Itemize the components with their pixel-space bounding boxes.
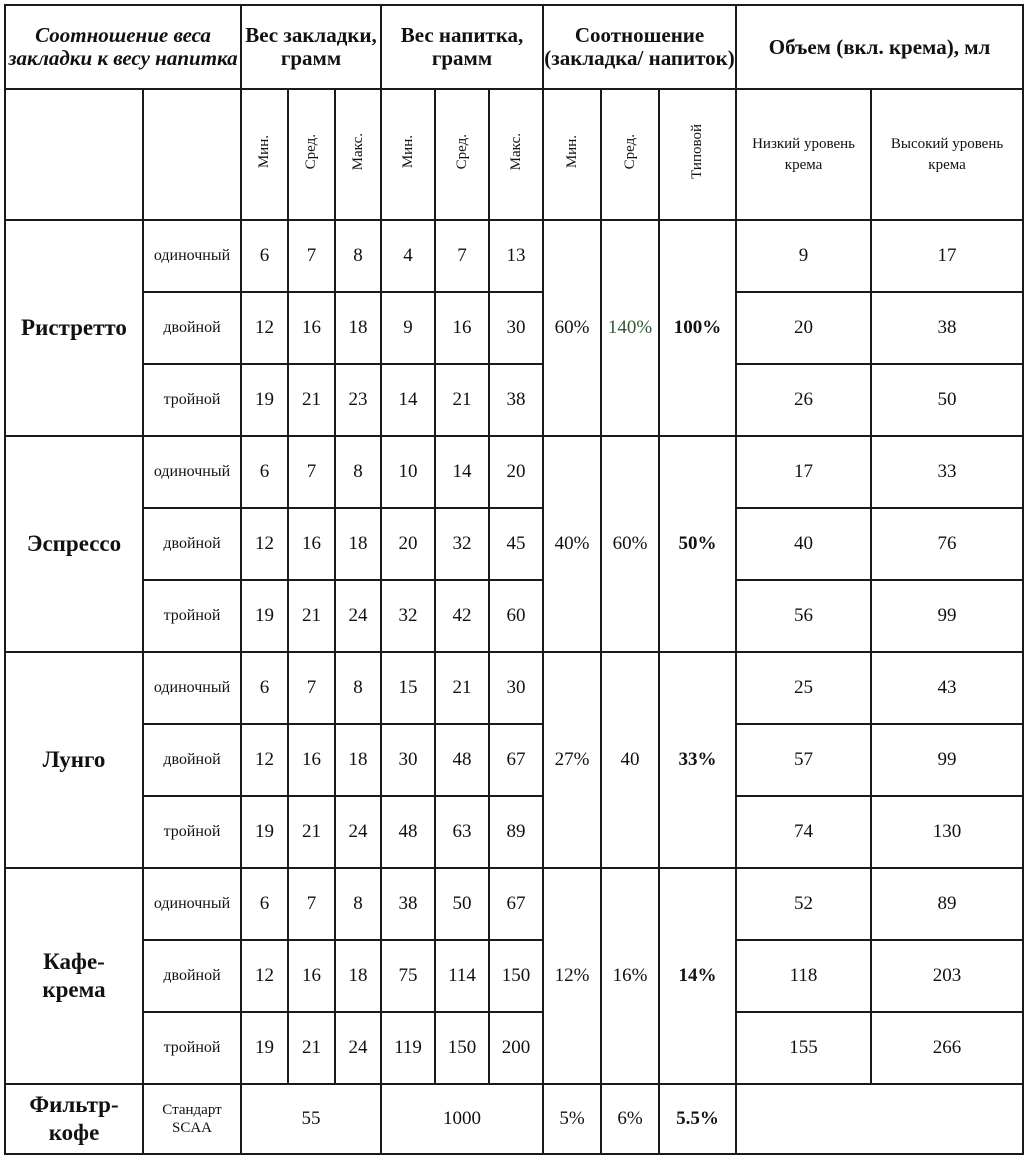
dose-avg-cell: 16 (288, 724, 335, 796)
bev-avg-cell: 42 (435, 580, 489, 652)
dose-avg-cell: 16 (288, 940, 335, 1012)
ratio-min-cell: 5% (543, 1084, 601, 1154)
volume-header: Объем (вкл. крема), мл (736, 5, 1023, 89)
bev-max-cell: 67 (489, 724, 543, 796)
size-label: тройной (143, 796, 241, 868)
table-row-filter (5, 1084, 1023, 1154)
bev-min-cell: 32 (381, 580, 435, 652)
table-title: Соотношение веса закладки к весу напитка (5, 5, 241, 89)
high-crema-cell: 17 (871, 220, 1023, 292)
table-row (5, 436, 1023, 508)
dose-max-cell: 8 (335, 436, 381, 508)
ratio-typical-cell: 50% (659, 436, 736, 652)
low-crema-cell: 118 (736, 940, 871, 1012)
size-label: одиночный (143, 220, 241, 292)
ratio-avg-cell: 140% (601, 220, 659, 436)
table-row (5, 508, 1023, 580)
dose-min-cell: 6 (241, 436, 288, 508)
high-crema-cell: 89 (871, 868, 1023, 940)
dose-avg-cell: 7 (288, 436, 335, 508)
low-crema-header: Низкий уровень крема (736, 89, 871, 220)
drink-name: Кафе- крема (5, 868, 143, 1084)
dose-min-cell: 6 (241, 220, 288, 292)
dose-max-cell: 24 (335, 580, 381, 652)
bev-avg-cell: 21 (435, 364, 489, 436)
bev-min-cell: 14 (381, 364, 435, 436)
dose-avg-cell: 7 (288, 868, 335, 940)
ratio-typical-cell: 5.5% (659, 1084, 736, 1154)
table-row (5, 724, 1023, 796)
dose-max-cell: 8 (335, 652, 381, 724)
beverage-weight-header: Вес напитка, грамм (381, 5, 543, 89)
dose-min-cell: 12 (241, 940, 288, 1012)
empty-volume-cell (736, 1084, 1023, 1154)
dose-min-cell: 12 (241, 508, 288, 580)
bev-min-cell: 20 (381, 508, 435, 580)
bev-cell: 1000 (381, 1084, 543, 1154)
dose-max-cell: 24 (335, 796, 381, 868)
drink-name: Лунго (5, 652, 143, 868)
size-label: тройной (143, 364, 241, 436)
high-crema-cell: 266 (871, 1012, 1023, 1084)
table-row (5, 220, 1023, 292)
ratio-typical-cell: 100% (659, 220, 736, 436)
dose-max-header: Макс. (335, 89, 381, 220)
ratio-typical-cell: 33% (659, 652, 736, 868)
bev-max-cell: 20 (489, 436, 543, 508)
dose-avg-cell: 7 (288, 652, 335, 724)
size-label: тройной (143, 1012, 241, 1084)
high-crema-cell: 99 (871, 724, 1023, 796)
header-row (5, 5, 1023, 89)
bev-avg-cell: 7 (435, 220, 489, 292)
high-crema-header: Высокий уровень крема (871, 89, 1023, 220)
low-crema-cell: 57 (736, 724, 871, 796)
dose-max-cell: 8 (335, 868, 381, 940)
size-label: двойной (143, 508, 241, 580)
high-crema-cell: 203 (871, 940, 1023, 1012)
dose-avg-cell: 16 (288, 508, 335, 580)
dose-min-cell: 19 (241, 364, 288, 436)
bev-avg-cell: 63 (435, 796, 489, 868)
high-crema-cell: 33 (871, 436, 1023, 508)
size-label: одиночный (143, 652, 241, 724)
dose-min-cell: 6 (241, 868, 288, 940)
table-row (5, 1012, 1023, 1084)
low-crema-cell: 20 (736, 292, 871, 364)
ratio-avg-cell: 40 (601, 652, 659, 868)
bev-avg-cell: 50 (435, 868, 489, 940)
table-row (5, 292, 1023, 364)
size-label: одиночный (143, 436, 241, 508)
dose-avg-cell: 16 (288, 292, 335, 364)
dose-avg-cell: 21 (288, 580, 335, 652)
dose-min-cell: 19 (241, 580, 288, 652)
ratio-typical-header: Типовой (659, 89, 736, 220)
high-crema-cell: 130 (871, 796, 1023, 868)
ratio-avg-header: Сред. (601, 89, 659, 220)
bev-max-cell: 45 (489, 508, 543, 580)
bev-avg-cell: 16 (435, 292, 489, 364)
bev-max-cell: 89 (489, 796, 543, 868)
dose-cell: 55 (241, 1084, 381, 1154)
standard-label: Стандарт SCAA (143, 1084, 241, 1154)
table-row (5, 868, 1023, 940)
size-label: двойной (143, 724, 241, 796)
bev-min-cell: 75 (381, 940, 435, 1012)
table-row (5, 652, 1023, 724)
high-crema-cell: 99 (871, 580, 1023, 652)
bev-avg-cell: 114 (435, 940, 489, 1012)
bev-max-cell: 60 (489, 580, 543, 652)
size-label: двойной (143, 292, 241, 364)
dose-avg-header: Сред. (288, 89, 335, 220)
table-row (5, 364, 1023, 436)
bev-avg-cell: 150 (435, 1012, 489, 1084)
size-label: тройной (143, 580, 241, 652)
bev-min-cell: 48 (381, 796, 435, 868)
high-crema-cell: 43 (871, 652, 1023, 724)
size-label: двойной (143, 940, 241, 1012)
bev-avg-cell: 48 (435, 724, 489, 796)
bev-max-cell: 30 (489, 652, 543, 724)
dose-avg-cell: 21 (288, 364, 335, 436)
coffee-ratio-table (4, 4, 1024, 1155)
high-crema-cell: 38 (871, 292, 1023, 364)
ratio-typical-cell: 14% (659, 868, 736, 1084)
bev-max-cell: 150 (489, 940, 543, 1012)
dose-min-header: Мин. (241, 89, 288, 220)
high-crema-cell: 76 (871, 508, 1023, 580)
bev-avg-cell: 14 (435, 436, 489, 508)
dose-weight-header: Вес закладки, грамм (241, 5, 381, 89)
ratio-avg-cell: 60% (601, 436, 659, 652)
bev-min-cell: 15 (381, 652, 435, 724)
dose-max-cell: 23 (335, 364, 381, 436)
ratio-avg-cell: 16% (601, 868, 659, 1084)
bev-avg-cell: 32 (435, 508, 489, 580)
bev-max-cell: 30 (489, 292, 543, 364)
ratio-header: Соотношение (закладка/ напиток) (543, 5, 736, 89)
bev-min-cell: 10 (381, 436, 435, 508)
bev-min-cell: 30 (381, 724, 435, 796)
bev-min-cell: 9 (381, 292, 435, 364)
bev-avg-cell: 21 (435, 652, 489, 724)
low-crema-cell: 56 (736, 580, 871, 652)
bev-min-cell: 38 (381, 868, 435, 940)
high-crema-cell: 50 (871, 364, 1023, 436)
ratio-min-cell: 40% (543, 436, 601, 652)
dose-max-cell: 8 (335, 220, 381, 292)
dose-min-cell: 12 (241, 292, 288, 364)
dose-avg-cell: 7 (288, 220, 335, 292)
bev-min-cell: 119 (381, 1012, 435, 1084)
dose-max-cell: 18 (335, 940, 381, 1012)
ratio-min-header: Мин. (543, 89, 601, 220)
drink-name: Фильтр- кофе (5, 1084, 143, 1154)
bev-max-cell: 38 (489, 364, 543, 436)
ratio-avg-cell: 6% (601, 1084, 659, 1154)
ratio-min-cell: 60% (543, 220, 601, 436)
subheader-row (5, 89, 1023, 220)
low-crema-cell: 40 (736, 508, 871, 580)
low-crema-cell: 26 (736, 364, 871, 436)
bev-max-cell: 67 (489, 868, 543, 940)
dose-min-cell: 12 (241, 724, 288, 796)
low-crema-cell: 155 (736, 1012, 871, 1084)
low-crema-cell: 17 (736, 436, 871, 508)
bev-max-header: Макс. (489, 89, 543, 220)
table-row (5, 940, 1023, 1012)
dose-max-cell: 24 (335, 1012, 381, 1084)
empty-cell (143, 89, 241, 220)
dose-max-cell: 18 (335, 508, 381, 580)
bev-avg-header: Сред. (435, 89, 489, 220)
dose-avg-cell: 21 (288, 796, 335, 868)
ratio-min-cell: 12% (543, 868, 601, 1084)
low-crema-cell: 74 (736, 796, 871, 868)
dose-max-cell: 18 (335, 724, 381, 796)
ratio-min-cell: 27% (543, 652, 601, 868)
dose-min-cell: 19 (241, 1012, 288, 1084)
dose-max-cell: 18 (335, 292, 381, 364)
size-label: одиночный (143, 868, 241, 940)
low-crema-cell: 9 (736, 220, 871, 292)
table-row (5, 796, 1023, 868)
drink-name: Эспрессо (5, 436, 143, 652)
dose-min-cell: 19 (241, 796, 288, 868)
low-crema-cell: 25 (736, 652, 871, 724)
drink-name: Ристретто (5, 220, 143, 436)
dose-min-cell: 6 (241, 652, 288, 724)
bev-min-header: Мин. (381, 89, 435, 220)
dose-avg-cell: 21 (288, 1012, 335, 1084)
low-crema-cell: 52 (736, 868, 871, 940)
bev-max-cell: 13 (489, 220, 543, 292)
bev-max-cell: 200 (489, 1012, 543, 1084)
empty-cell (5, 89, 143, 220)
bev-min-cell: 4 (381, 220, 435, 292)
table-row (5, 580, 1023, 652)
